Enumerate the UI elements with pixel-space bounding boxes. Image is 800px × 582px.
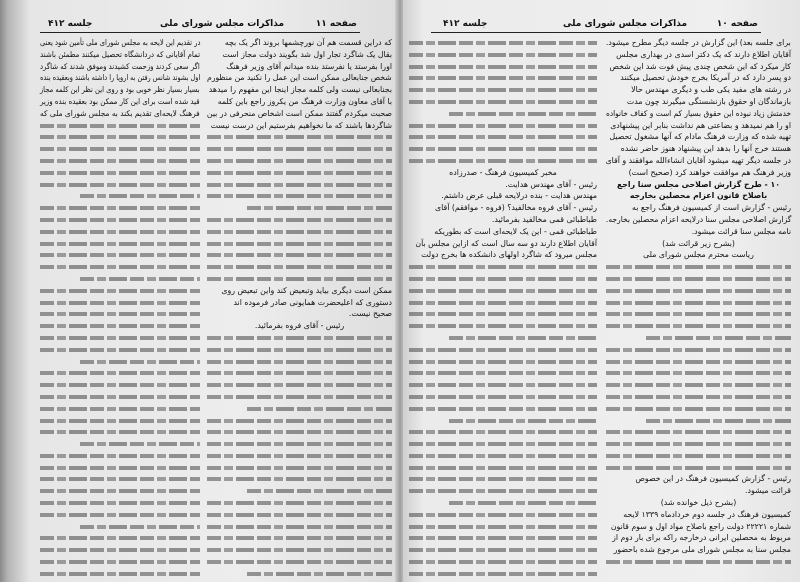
- illegible-text-line: [247, 202, 392, 214]
- illegible-text-line: [40, 285, 200, 297]
- section-heading-line: ۱۰ - طرح گزارش اصلاحی مجلس سنا راجع: [616, 179, 781, 189]
- illegible-text-line: [207, 226, 392, 238]
- illegible-text-line: [207, 356, 392, 368]
- illegible-text-line: [207, 450, 392, 462]
- header-rule: [431, 32, 761, 34]
- illegible-text-line: [40, 462, 200, 474]
- text-column-left: [40, 37, 200, 580]
- illegible-text-line: [207, 190, 392, 202]
- text-column-left: [409, 37, 597, 580]
- illegible-text-line: [40, 261, 200, 273]
- illegible-text-line: [606, 320, 791, 332]
- illegible-text-line: [207, 556, 392, 568]
- illegible-text: [606, 261, 791, 473]
- illegible-text-line: [80, 273, 200, 285]
- text-line: کار میکرد که این شخص چندی پیش فوت شد این شخص: [609, 61, 791, 71]
- illegible-text-line: [207, 143, 392, 155]
- illegible-text-line: [409, 544, 597, 556]
- illegible-text-line: [409, 403, 597, 415]
- illegible-text-line: [247, 485, 392, 497]
- note-line: (بشرح زیر قرائت شد): [662, 238, 735, 248]
- illegible-text-line: [409, 96, 597, 108]
- illegible-text-line: [606, 450, 791, 462]
- text-line: شماره ۲۲۲۲۱ دولت راجع باصلاح مواد اول و سوم قانون: [610, 521, 791, 531]
- illegible-text-line: [409, 72, 597, 84]
- illegible-text-line: [40, 532, 200, 544]
- illegible-text-line: [40, 497, 200, 509]
- illegible-text-line: [409, 49, 597, 61]
- illegible-text-line: [207, 473, 392, 485]
- illegible-text-line: [606, 438, 791, 450]
- illegible-text-line: [207, 532, 392, 544]
- text-line: رئیس - گزارش است از کمیسیون فرهنگ راجع به: [632, 203, 791, 213]
- illegible-text-line: [80, 521, 200, 533]
- illegible-text-line: [40, 344, 200, 356]
- text-line: صحبت میکردم گفتند ممکن است اشخاص منحرفی در بین: [206, 108, 392, 118]
- illegible-text-line: [646, 332, 791, 344]
- page-number: صفحه ۱۰: [716, 19, 758, 29]
- illegible-text-line: [409, 37, 597, 49]
- illegible-text-line: [40, 367, 200, 379]
- text-line: دستوری که اعلیحضرت همایونی صادر فرموده اند: [233, 297, 392, 307]
- illegible-text-line: [606, 379, 791, 391]
- text-line: رئیس - آقای فروه مخالفید؟ (فروه - موافقم) آقای: [435, 203, 597, 213]
- illegible-text-line: [409, 61, 597, 73]
- illegible-text-line: [449, 497, 597, 509]
- illegible-text-line: [207, 379, 392, 391]
- text-line: وزیر فرهنگ هم موافقت خواهند کرد (صحیح است): [628, 167, 791, 177]
- speaker-line: رئیس - آقای فروه بفرمائید.: [254, 321, 345, 331]
- text-line: که دراین قسمت هم آن نورچشمها بروند اگر یک بچه: [224, 38, 392, 47]
- illegible-text-line: [606, 297, 791, 309]
- illegible-text-line: [606, 285, 791, 297]
- illegible-text-line: [409, 320, 597, 332]
- illegible-text-line: [409, 462, 597, 474]
- session-number: جلسه ۴۱۲: [48, 19, 93, 29]
- illegible-text-line: [40, 426, 200, 438]
- illegible-text: [40, 120, 200, 580]
- illegible-text: [409, 37, 597, 167]
- illegible-text-line: [207, 544, 392, 556]
- text-line: خدمتش زیاد نبوده این حقوق بسیار کم است و کفاف خانواده: [605, 108, 791, 118]
- illegible-text: [606, 556, 791, 568]
- illegible-text-line: [40, 415, 200, 427]
- text-line: مهندس هدایت - بنده درلایحه قبلی عرض داشتم.: [441, 191, 597, 201]
- illegible-text-line: [409, 273, 597, 285]
- illegible-text-line: [409, 485, 597, 497]
- illegible-text-line: [409, 297, 597, 309]
- illegible-text-line: [40, 202, 200, 214]
- text-line: قید شده است برای این کار ممکن بود بعقیده بنده وزیر: [40, 96, 200, 106]
- illegible-text-line: [40, 556, 200, 568]
- illegible-text-line: [409, 367, 597, 379]
- illegible-text-line: [40, 450, 200, 462]
- illegible-text-line: [606, 344, 791, 356]
- illegible-text-line: [207, 344, 392, 356]
- illegible-text-line: [207, 214, 392, 226]
- illegible-text-line: [409, 308, 597, 320]
- running-title: مذاکرات مجلس شورای ملی: [160, 19, 285, 29]
- illegible-text-line: [40, 485, 200, 497]
- illegible-text-line: [409, 344, 597, 356]
- illegible-text-line: [207, 131, 392, 143]
- illegible-text-line: [40, 120, 200, 132]
- illegible-text-line: [409, 450, 597, 462]
- illegible-text-line: [409, 509, 597, 521]
- illegible-text-line: [409, 391, 597, 403]
- text-line: مجلس سنا به مجلس شورای ملی مرجوع شده باحضور: [613, 545, 791, 555]
- illegible-text-line: [409, 84, 597, 96]
- illegible-text-line: [40, 214, 200, 226]
- illegible-text-line: [409, 155, 597, 167]
- illegible-text-line: [207, 497, 392, 509]
- illegible-text: [207, 131, 392, 284]
- note-line: (بشرح ذیل خوانده شد): [660, 498, 737, 508]
- illegible-text: [409, 261, 597, 580]
- illegible-text-line: [247, 568, 392, 580]
- illegible-text-line: [207, 273, 392, 285]
- illegible-text-line: [449, 415, 597, 427]
- illegible-text-line: [207, 261, 392, 273]
- illegible-text-line: [207, 521, 392, 533]
- right-page: [403, 0, 800, 582]
- page-number: صفحه ۱۱: [315, 19, 357, 29]
- text-line: اگر سعی کردند وزحمت کشیدند وموفق شدند که شاگرد: [40, 61, 200, 71]
- illegible-text-line: [449, 332, 597, 344]
- illegible-text-line: [207, 167, 392, 179]
- text-line: رئیس - گزارش کمیسیون فرهنگ در این خصوص: [635, 474, 791, 484]
- illegible-text-line: [646, 415, 791, 427]
- text-line: در تقدیم این لایحه به مجلس شورای ملی تأمین شود یعنی: [39, 38, 200, 47]
- illegible-text-line: [80, 356, 200, 368]
- illegible-text-line: [207, 179, 392, 191]
- text-line: ممکن است دیگری بیاید وتبعیض کند واین تبعیض روی: [221, 285, 392, 295]
- illegible-text-line: [606, 391, 791, 403]
- illegible-text-line: [606, 261, 791, 273]
- text-line: تمام آقایانی که دردانشگاه تحصیل میکنند مطمئن باشند: [39, 49, 200, 59]
- text-line: اول بشوند شانس رفتن به اروپا را داشته باشند وبعقیده بنده: [39, 73, 200, 83]
- illegible-text-line: [40, 332, 200, 344]
- illegible-text-line: [207, 155, 392, 167]
- salutation-line: ریاست محترم مجلس شورای ملی: [643, 250, 754, 260]
- illegible-text-line: [40, 179, 200, 191]
- illegible-text-line: [207, 332, 392, 344]
- text-line: شخص جنابعالی ممکن است این عمل را نکنید من منظورم: [207, 73, 392, 83]
- text-line: قرائت میشود.: [745, 486, 791, 496]
- illegible-text-line: [80, 190, 200, 202]
- illegible-text-line: [40, 391, 200, 403]
- text-line: فرهنگ لایحه‌ای تقدیم بکند به مجلس شورای ملی که: [40, 108, 200, 118]
- text-line: بازماندگان او حقوق بازنشستگی میگیرند چون مدت: [626, 96, 791, 106]
- text-line: بقال یک شاگرد تجار اول شد بگویند دولت مجاز است: [222, 49, 392, 59]
- illegible-text-line: [409, 521, 597, 533]
- illegible-text-line: [606, 462, 791, 474]
- illegible-text-line: [40, 473, 200, 485]
- illegible-text-line: [40, 249, 200, 261]
- illegible-text-line: [40, 403, 200, 415]
- illegible-text-line: [40, 544, 200, 556]
- text-line: تهیه شده که وزارت فرهنگ مادام که آنها مشغول تحصیل: [609, 132, 791, 142]
- illegible-text-line: [409, 379, 597, 391]
- text-line: برای جلسه بعد) این گزارش در جلسه دیگر مطرح میشود.: [606, 38, 791, 47]
- text-line: در رشته های مفید یکی طب و دیگری مهندس حالا: [631, 85, 791, 95]
- illegible-text-line: [207, 391, 392, 403]
- illegible-text-line: [409, 473, 597, 485]
- illegible-text-line: [40, 320, 200, 332]
- illegible-text-line: [207, 415, 392, 427]
- illegible-text-line: [80, 438, 200, 450]
- text-line: با آقای معاون وزارت فرهنگ من یکروز راجع باین کلمه: [217, 96, 392, 106]
- illegible-text-line: [606, 426, 791, 438]
- text-line: صحیح نیست.: [348, 309, 392, 319]
- illegible-text-line: [40, 297, 200, 309]
- text-line: دو پسر دارد که در آمریکا بخرج خودش تحصیل میکنند: [620, 73, 791, 83]
- illegible-text-line: [40, 143, 200, 155]
- illegible-text-line: [449, 108, 597, 120]
- illegible-text-line: [207, 426, 392, 438]
- illegible-text-line: [40, 131, 200, 143]
- illegible-text-line: [409, 356, 597, 368]
- illegible-text-line: [207, 249, 392, 261]
- text-line: مربوط به محصلین ایرانی درخارجه راکه برای بار دوم از: [612, 533, 791, 543]
- illegible-text-line: [40, 379, 200, 391]
- text-line: رئیس - آقای مهندس هدایت.: [505, 179, 597, 189]
- illegible-text-line: [40, 509, 200, 521]
- illegible-text-line: [40, 226, 200, 238]
- illegible-text-line: [409, 143, 597, 155]
- illegible-text-line: [207, 462, 392, 474]
- illegible-text-line: [606, 273, 791, 285]
- illegible-text-line: [207, 509, 392, 521]
- text-line: نامه مجلس سنا قرائت میشود.: [691, 226, 791, 236]
- illegible-text-line: [409, 261, 597, 273]
- illegible-text-line: [409, 568, 597, 580]
- illegible-text: [207, 332, 392, 580]
- illegible-text-line: [207, 238, 392, 250]
- section-heading-line: باصلاح قانون اعزام محصلین بخارجه: [629, 191, 768, 201]
- illegible-text-line: [409, 426, 597, 438]
- text-line: طباطبائی قمی - این یک لایحه‌ای است که بطوریکه: [434, 226, 597, 236]
- text-line: بسیار بسیار نظر خوبی بود و روی این نظر این کلمه مجاز: [40, 85, 200, 95]
- text-column-right: [606, 37, 791, 568]
- illegible-text-line: [40, 155, 200, 167]
- illegible-text-line: [409, 120, 597, 132]
- text-line: او را هم نمیدهد و بضاعتی هم نداشت بنابر این پیشنهادی: [610, 120, 791, 130]
- illegible-text-line: [40, 238, 200, 250]
- illegible-text-line: [606, 356, 791, 368]
- session-number: جلسه ۴۱۲: [443, 19, 488, 29]
- illegible-text-line: [409, 556, 597, 568]
- illegible-text-line: [606, 308, 791, 320]
- illegible-text-line: [606, 367, 791, 379]
- illegible-text-line: [207, 367, 392, 379]
- header-rule: [40, 32, 360, 34]
- text-line: مجلس میرود که شاگرد اولهای دانشکده ها بخرج دولت: [421, 250, 597, 260]
- illegible-text-line: [40, 167, 200, 179]
- illegible-text-line: [207, 438, 392, 450]
- illegible-text-line: [40, 568, 200, 580]
- text-line: شاگردها باشند که ما نخواهیم بفرستیم این درست نیست: [210, 120, 392, 130]
- text-line: کمیسیون فرهنگ در جلسه دوم خردادماه ۱۳۳۹ لایحه: [623, 509, 791, 519]
- text-line: آقایان اطلاع دارند که یک دکتر اسدی در بهداری مجلس: [616, 49, 791, 59]
- running-title: مذاکرات مجلس شورای ملی: [563, 19, 688, 29]
- text-line: اورا بفرستد یا نفرستد بنده میدانم آقای وزیر فرهنگ: [226, 61, 392, 71]
- illegible-text-line: [409, 532, 597, 544]
- text-line: هستند خرج آنها را بدهد این پیشنهاد هنوز حاضر نشده: [620, 144, 791, 154]
- left-page: [0, 0, 397, 582]
- text-line: آقایان اطلاع دارند دو سه سال است که ازاین مجلس بآن: [415, 238, 597, 248]
- illegible-text-line: [40, 308, 200, 320]
- text-column-right: [207, 37, 392, 580]
- illegible-text-line: [409, 131, 597, 143]
- illegible-text-line: [606, 403, 791, 415]
- text-line: در جلسه دیگر تهیه میشود آقایان انشاءالله موافقند و آقای: [605, 155, 791, 165]
- text-line: بجنابعالی نیست ولی کلمه مجاز اینجا این مفهوم را میدهد: [208, 85, 392, 95]
- illegible-text-line: [409, 438, 597, 450]
- illegible-text-line: [606, 556, 791, 568]
- signature-line: مخبر کمیسیون فرهنگ - صدرزاده: [449, 167, 557, 177]
- illegible-text-line: [247, 403, 392, 415]
- text-line: طباطبائی قمی مخالفید بفرمائید.: [491, 214, 597, 224]
- illegible-text-line: [409, 285, 597, 297]
- text-line: گزارش اصلاحی مجلس سنا درلایحه اعزام محصلین بخارجه.: [605, 214, 791, 224]
